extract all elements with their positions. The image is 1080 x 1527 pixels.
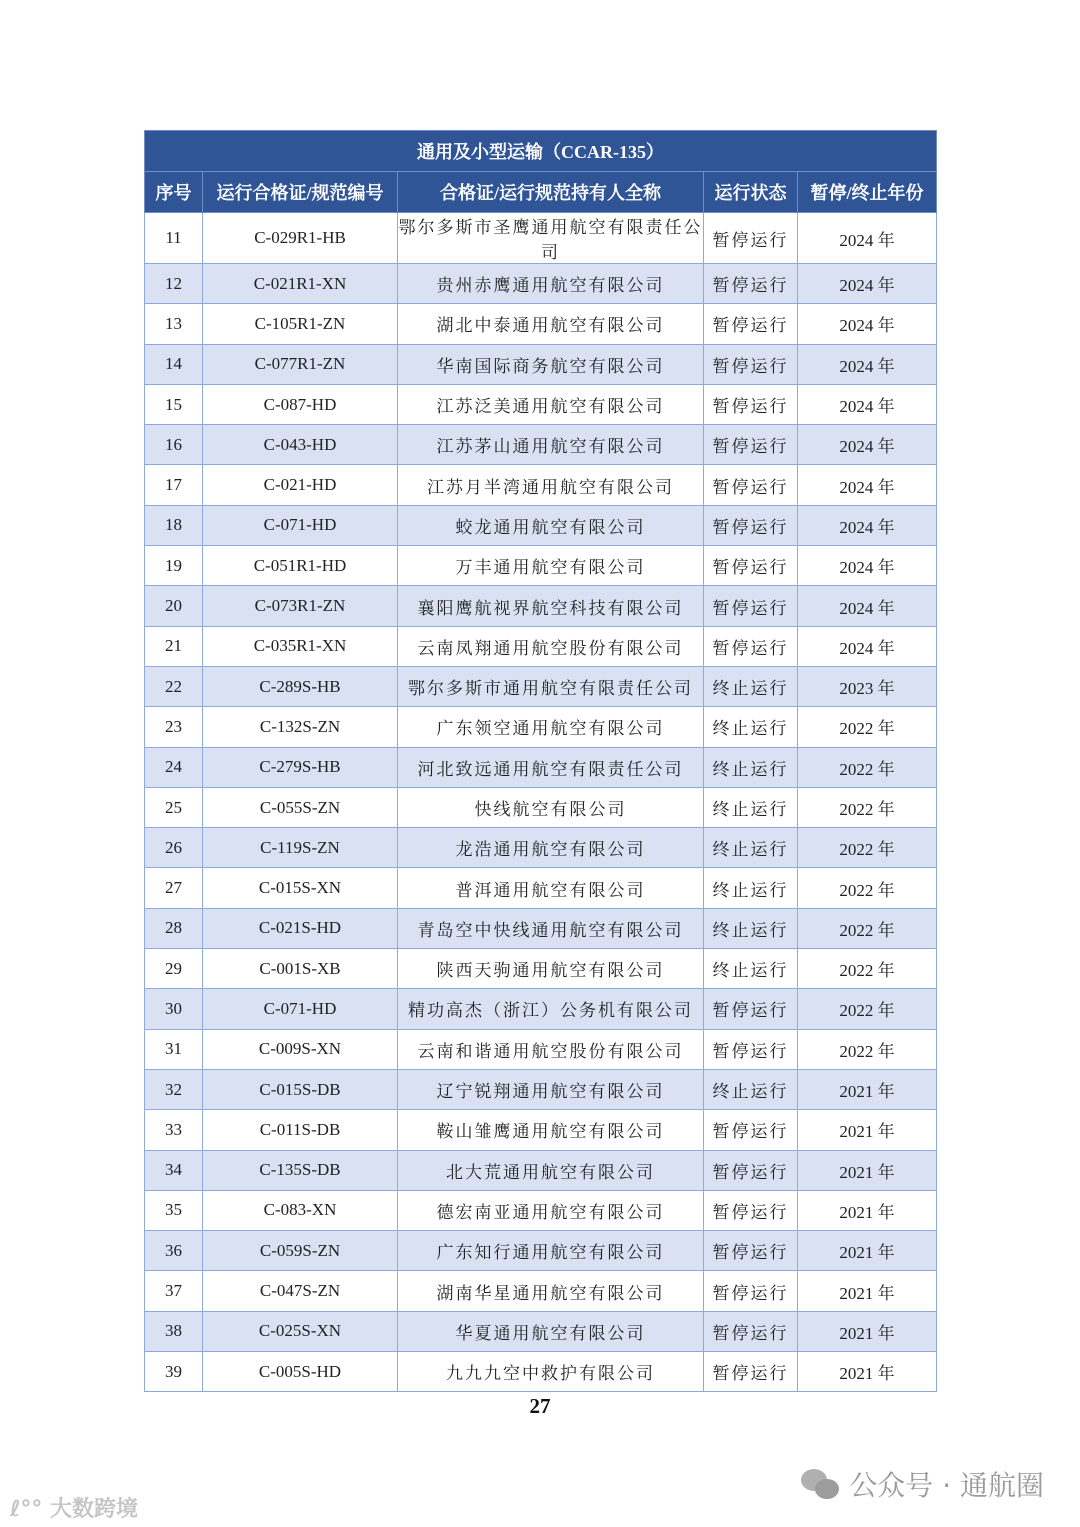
table-row xyxy=(145,908,937,948)
table-row xyxy=(145,1150,937,1190)
holder-name: 广东领空通用航空有限公司 xyxy=(398,707,704,747)
table-row xyxy=(145,465,937,505)
suspension-year: 2024 年 xyxy=(798,586,937,626)
row-number: 22 xyxy=(145,666,203,706)
corner-logo-icon: ℓ°° xyxy=(10,1497,51,1522)
holder-name: 江苏月半湾通用航空有限公司 xyxy=(398,465,704,505)
suspension-year: 2022 年 xyxy=(798,707,937,747)
operation-status: 终止运行 xyxy=(704,949,798,989)
certificate-number: C-289S-HB xyxy=(203,666,398,706)
holder-name: 江苏茅山通用航空有限公司 xyxy=(398,425,704,465)
certificate-number: C-035R1-XN xyxy=(203,626,398,666)
certificate-number: C-001S-XB xyxy=(203,949,398,989)
suspension-year: 2022 年 xyxy=(798,949,937,989)
suspension-year: 2022 年 xyxy=(798,1029,937,1069)
column-header: 运行合格证/规范编号 xyxy=(203,172,398,213)
table-row xyxy=(145,828,937,868)
holder-name: 广东知行通用航空有限公司 xyxy=(398,1231,704,1271)
holder-name: 湖南华星通用航空有限公司 xyxy=(398,1271,704,1311)
holder-name: 襄阳鹰航视界航空科技有限公司 xyxy=(398,586,704,626)
row-number: 18 xyxy=(145,505,203,545)
row-number: 31 xyxy=(145,1029,203,1069)
holder-name: 华夏通用航空有限公司 xyxy=(398,1311,704,1351)
column-header: 序号 xyxy=(145,172,203,213)
certificate-number: C-077R1-ZN xyxy=(203,344,398,384)
operation-status: 终止运行 xyxy=(704,707,798,747)
page-number: 27 xyxy=(529,1394,551,1418)
row-number: 39 xyxy=(145,1352,203,1392)
table-row xyxy=(145,264,937,304)
table-row xyxy=(145,1029,937,1069)
certificate-number: C-071-HD xyxy=(203,505,398,545)
certificate-number: C-043-HD xyxy=(203,425,398,465)
row-number: 35 xyxy=(145,1190,203,1230)
row-number: 16 xyxy=(145,425,203,465)
operation-status: 暂停运行 xyxy=(704,1029,798,1069)
operation-status: 暂停运行 xyxy=(704,1190,798,1230)
table-row xyxy=(145,304,937,344)
holder-name: 快线航空有限公司 xyxy=(398,787,704,827)
operation-status: 暂停运行 xyxy=(704,1110,798,1150)
holder-name: 湖北中泰通用航空有限公司 xyxy=(398,304,704,344)
operation-status: 暂停运行 xyxy=(704,1352,798,1392)
row-number: 19 xyxy=(145,546,203,586)
operation-status: 暂停运行 xyxy=(704,1231,798,1271)
corner-watermark xyxy=(10,1492,138,1523)
wechat-icon xyxy=(801,1467,841,1501)
certificate-number: C-009S-XN xyxy=(203,1029,398,1069)
table-row xyxy=(145,747,937,787)
operation-status: 终止运行 xyxy=(704,747,798,787)
table-row xyxy=(145,1271,937,1311)
holder-name: 江苏泛美通用航空有限公司 xyxy=(398,384,704,424)
holder-name: 蛟龙通用航空有限公司 xyxy=(398,505,704,545)
operation-status: 暂停运行 xyxy=(704,1311,798,1351)
table-row xyxy=(145,213,937,264)
suspension-year: 2024 年 xyxy=(798,213,937,264)
holder-name: 青岛空中快线通用航空有限公司 xyxy=(398,908,704,948)
operation-status: 暂停运行 xyxy=(704,505,798,545)
operation-status: 暂停运行 xyxy=(704,264,798,304)
row-number: 33 xyxy=(145,1110,203,1150)
holder-name: 云南凤翔通用航空股份有限公司 xyxy=(398,626,704,666)
operation-status: 暂停运行 xyxy=(704,586,798,626)
table-row xyxy=(145,787,937,827)
table-row xyxy=(145,626,937,666)
table-row xyxy=(145,1231,937,1271)
row-number: 28 xyxy=(145,908,203,948)
certificate-number: C-021-HD xyxy=(203,465,398,505)
certificate-number: C-119S-ZN xyxy=(203,828,398,868)
suspension-year: 2022 年 xyxy=(798,787,937,827)
operation-status: 终止运行 xyxy=(704,1069,798,1109)
row-number: 29 xyxy=(145,949,203,989)
operation-status: 终止运行 xyxy=(704,666,798,706)
table-row xyxy=(145,1311,937,1351)
suspension-year: 2021 年 xyxy=(798,1271,937,1311)
operation-status: 终止运行 xyxy=(704,828,798,868)
operation-status: 暂停运行 xyxy=(704,425,798,465)
suspension-year: 2021 年 xyxy=(798,1190,937,1230)
certificate-number: C-055S-ZN xyxy=(203,787,398,827)
suspension-year: 2024 年 xyxy=(798,465,937,505)
row-number: 12 xyxy=(145,264,203,304)
operation-status: 暂停运行 xyxy=(704,546,798,586)
holder-name: 万丰通用航空有限公司 xyxy=(398,546,704,586)
suspension-year: 2024 年 xyxy=(798,505,937,545)
certificate-number: C-279S-HB xyxy=(203,747,398,787)
table-row xyxy=(145,1352,937,1392)
holder-name: 普洱通用航空有限公司 xyxy=(398,868,704,908)
operation-status: 暂停运行 xyxy=(704,213,798,264)
certificate-number: C-025S-XN xyxy=(203,1311,398,1351)
suspension-year: 2021 年 xyxy=(798,1352,937,1392)
operation-status: 暂停运行 xyxy=(704,384,798,424)
row-number: 15 xyxy=(145,384,203,424)
certificate-number: C-059S-ZN xyxy=(203,1231,398,1271)
suspension-year: 2024 年 xyxy=(798,264,937,304)
suspension-year: 2022 年 xyxy=(798,989,937,1029)
table-row xyxy=(145,425,937,465)
table-row xyxy=(145,1069,937,1109)
table-title: 通用及小型运输（CCAR-135） xyxy=(145,131,937,172)
holder-name: 陕西天驹通用航空有限公司 xyxy=(398,949,704,989)
holder-name: 九九九空中救护有限公司 xyxy=(398,1352,704,1392)
operation-status: 终止运行 xyxy=(704,787,798,827)
holder-name: 龙浩通用航空有限公司 xyxy=(398,828,704,868)
holder-name: 云南和谐通用航空股份有限公司 xyxy=(398,1029,704,1069)
operation-status: 终止运行 xyxy=(704,868,798,908)
wechat-watermark xyxy=(801,1464,1044,1504)
table-row xyxy=(145,1190,937,1230)
operation-status: 暂停运行 xyxy=(704,989,798,1029)
suspension-year: 2024 年 xyxy=(798,425,937,465)
certificate-number: C-132S-ZN xyxy=(203,707,398,747)
row-number: 20 xyxy=(145,586,203,626)
holder-name: 鄂尔多斯市通用航空有限责任公司 xyxy=(398,666,704,706)
operation-status: 暂停运行 xyxy=(704,344,798,384)
table-row xyxy=(145,949,937,989)
aircraft-operator-table xyxy=(144,130,937,1392)
certificate-number: C-021S-HD xyxy=(203,908,398,948)
wechat-watermark-text: 公众号 · 通航圈 xyxy=(849,1469,1044,1502)
certificate-number: C-083-XN xyxy=(203,1190,398,1230)
suspension-year: 2021 年 xyxy=(798,1231,937,1271)
operation-status: 暂停运行 xyxy=(704,465,798,505)
table-row xyxy=(145,868,937,908)
row-number: 26 xyxy=(145,828,203,868)
corner-watermark-text: 大数跨境 xyxy=(50,1497,139,1522)
table-row xyxy=(145,384,937,424)
operation-status: 暂停运行 xyxy=(704,626,798,666)
table-row xyxy=(145,666,937,706)
holder-name: 辽宁锐翔通用航空有限公司 xyxy=(398,1069,704,1109)
certificate-number: C-015S-XN xyxy=(203,868,398,908)
row-number: 37 xyxy=(145,1271,203,1311)
operation-status: 暂停运行 xyxy=(704,1271,798,1311)
column-header: 暂停/终止年份 xyxy=(798,172,937,213)
row-number: 30 xyxy=(145,989,203,1029)
suspension-year: 2022 年 xyxy=(798,868,937,908)
holder-name: 北大荒通用航空有限公司 xyxy=(398,1150,704,1190)
row-number: 13 xyxy=(145,304,203,344)
column-header: 运行状态 xyxy=(704,172,798,213)
row-number: 32 xyxy=(145,1069,203,1109)
certificate-number: C-105R1-ZN xyxy=(203,304,398,344)
suspension-year: 2021 年 xyxy=(798,1069,937,1109)
suspension-year: 2023 年 xyxy=(798,666,937,706)
row-number: 24 xyxy=(145,747,203,787)
table-row xyxy=(145,344,937,384)
certificate-number: C-087-HD xyxy=(203,384,398,424)
row-number: 38 xyxy=(145,1311,203,1351)
certificate-number: C-015S-DB xyxy=(203,1069,398,1109)
row-number: 36 xyxy=(145,1231,203,1271)
table-row xyxy=(145,989,937,1029)
certificate-number: C-029R1-HB xyxy=(203,213,398,264)
certificate-number: C-071-HD xyxy=(203,989,398,1029)
holder-name: 河北致远通用航空有限责任公司 xyxy=(398,747,704,787)
row-number: 27 xyxy=(145,868,203,908)
certificate-number: C-005S-HD xyxy=(203,1352,398,1392)
holder-name: 华南国际商务航空有限公司 xyxy=(398,344,704,384)
suspension-year: 2022 年 xyxy=(798,828,937,868)
holder-name: 德宏南亚通用航空有限公司 xyxy=(398,1190,704,1230)
column-header: 合格证/运行规范持有人全称 xyxy=(398,172,704,213)
row-number: 17 xyxy=(145,465,203,505)
row-number: 11 xyxy=(145,213,203,264)
holder-name: 鄂尔多斯市圣鹰通用航空有限责任公司 xyxy=(398,213,704,264)
certificate-number: C-135S-DB xyxy=(203,1150,398,1190)
certificate-number: C-021R1-XN xyxy=(203,264,398,304)
certificate-number: C-011S-DB xyxy=(203,1110,398,1150)
operation-status: 暂停运行 xyxy=(704,304,798,344)
suspension-year: 2022 年 xyxy=(798,908,937,948)
row-number: 23 xyxy=(145,707,203,747)
suspension-year: 2022 年 xyxy=(798,747,937,787)
suspension-year: 2024 年 xyxy=(798,304,937,344)
holder-name: 鞍山雏鹰通用航空有限公司 xyxy=(398,1110,704,1150)
row-number: 34 xyxy=(145,1150,203,1190)
table-row xyxy=(145,586,937,626)
operation-status: 暂停运行 xyxy=(704,1150,798,1190)
suspension-year: 2024 年 xyxy=(798,626,937,666)
suspension-year: 2021 年 xyxy=(798,1110,937,1150)
table-row xyxy=(145,505,937,545)
holder-name: 贵州赤鹰通用航空有限公司 xyxy=(398,264,704,304)
suspension-year: 2024 年 xyxy=(798,344,937,384)
certificate-number: C-073R1-ZN xyxy=(203,586,398,626)
row-number: 25 xyxy=(145,787,203,827)
table-row xyxy=(145,1110,937,1150)
suspension-year: 2024 年 xyxy=(798,546,937,586)
suspension-year: 2024 年 xyxy=(798,384,937,424)
holder-name: 精功高杰（浙江）公务机有限公司 xyxy=(398,989,704,1029)
certificate-number: C-051R1-HD xyxy=(203,546,398,586)
table-row xyxy=(145,546,937,586)
row-number: 21 xyxy=(145,626,203,666)
certificate-number: C-047S-ZN xyxy=(203,1271,398,1311)
operation-status: 终止运行 xyxy=(704,908,798,948)
table-row xyxy=(145,707,937,747)
suspension-year: 2021 年 xyxy=(798,1311,937,1351)
row-number: 14 xyxy=(145,344,203,384)
suspension-year: 2021 年 xyxy=(798,1150,937,1190)
